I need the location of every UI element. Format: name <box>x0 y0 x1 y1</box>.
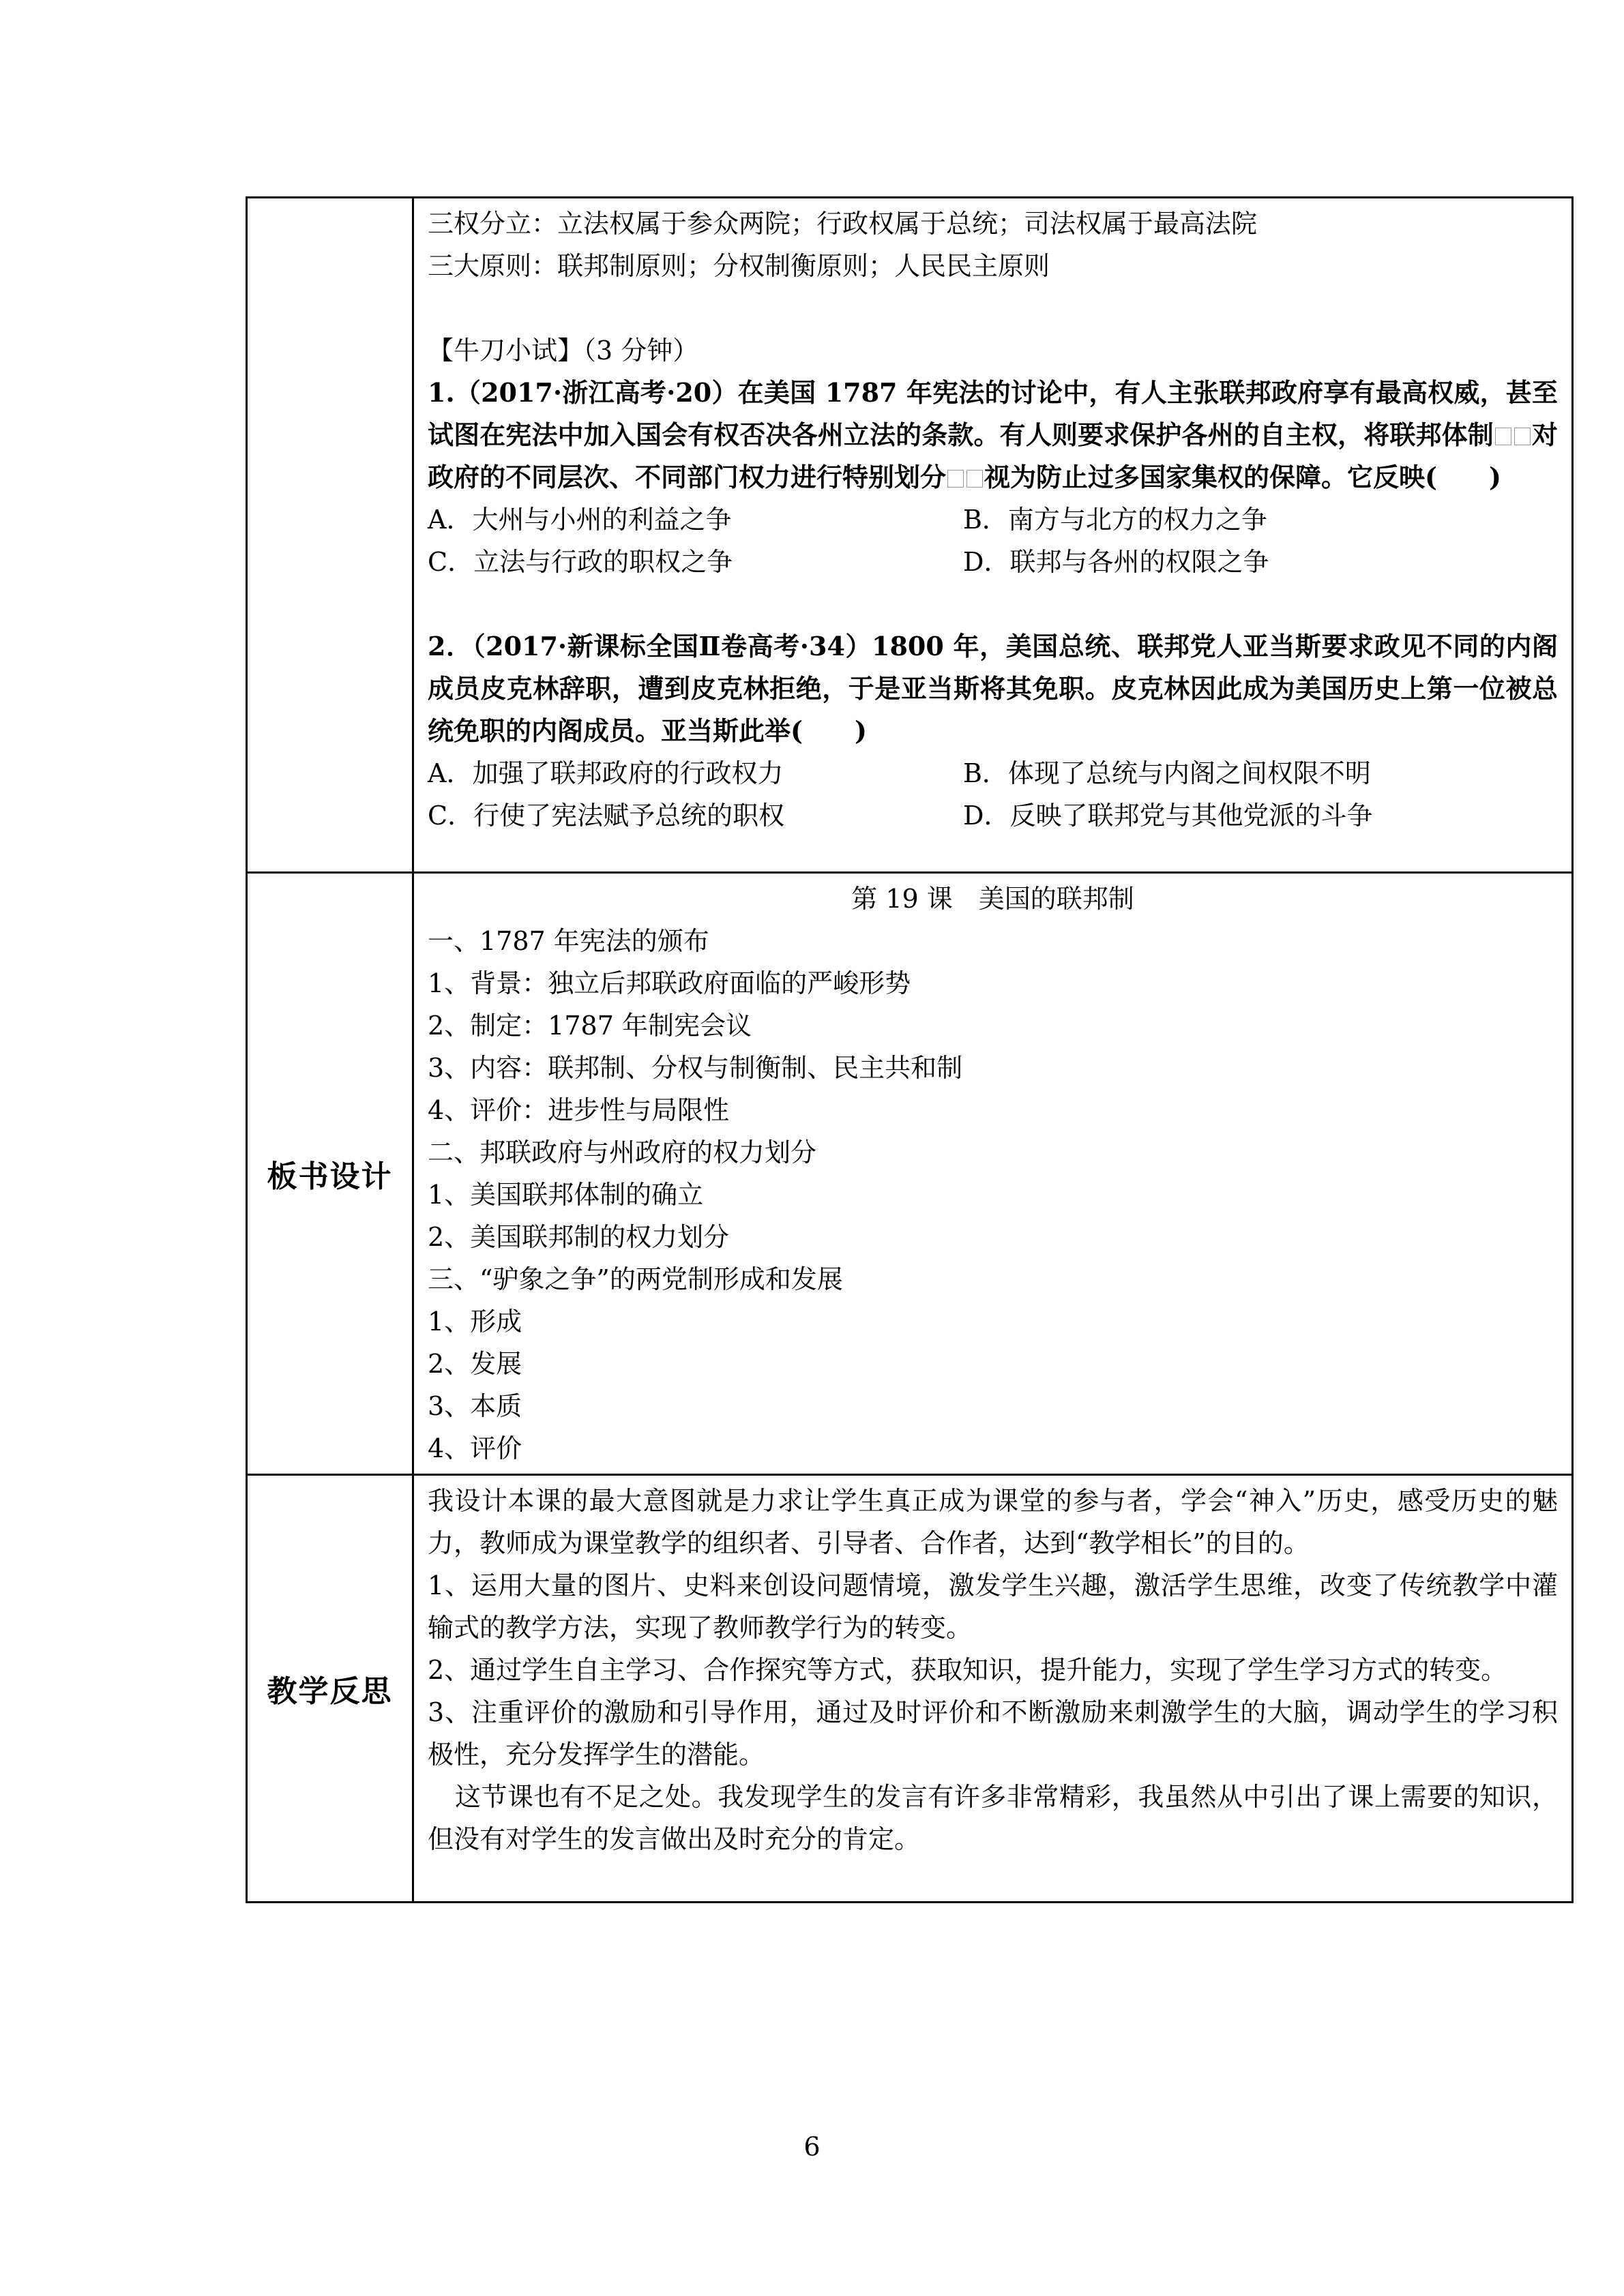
question-2-option-c: C．行使了宪法赋予总统的职权 <box>428 801 785 831</box>
row-label-blackboard-design: 板书设计 <box>247 873 413 1475</box>
reflection-content-cell <box>413 1475 1573 1903</box>
outline-item: 三、“驴象之争”的两党制形成和发展 <box>428 1264 843 1294</box>
outline-item: 二、邦联政府与州政府的权力划分 <box>428 1137 817 1167</box>
question-1-stem: 1.（2017·浙江高考·20）在美国 1787 年宪法的讨论中，有人主张联邦政府享有最高权威，甚至试图在宪法中加入国会有权否决各州立法的条款。有人则要求保护各州的自主权，将联邦体制 对政府的不同层次、不同部门权力进行特别划分 视为防止过多国家集权的保障。它反映( ) <box>428 377 1558 492</box>
lesson-plan-table <box>246 196 1574 1903</box>
reflection-paragraph-3: 2、通过学生自主学习、合作探究等方式，获取知识，提升能力，实现了学生学习方式的转变。 <box>428 1655 1507 1685</box>
spacer <box>428 287 1558 329</box>
placeholder-box-icon <box>1495 428 1511 445</box>
question-1-options-row-1 <box>428 498 1558 541</box>
outline-item: 2、美国联邦制的权力划分 <box>428 1222 730 1252</box>
outline-item: 3、内容：联邦制、分权与制衡制、民主共和制 <box>428 1053 963 1083</box>
row-label-teaching-reflection: 教学反思 <box>247 1475 413 1903</box>
question-1-options-row-2 <box>428 541 1558 583</box>
table-row-blackboard-design <box>247 873 1573 1475</box>
outline-item: 2、发展 <box>428 1349 522 1379</box>
page-number: 6 <box>803 2132 821 2162</box>
table-row-teaching-reflection <box>247 1475 1573 1903</box>
question-2-option-a: A．加强了联邦政府的行政权力 <box>428 758 784 788</box>
question-1-option-b: B．南方与北方的权力之争 <box>963 505 1267 535</box>
table-row-process <box>247 198 1573 873</box>
outline-item: 3、本质 <box>428 1391 522 1421</box>
three-principles-text: 三大原则：联邦制原则；分权制衡原则；人民民主原则 <box>428 251 1050 281</box>
row-label-empty <box>247 198 413 873</box>
placeholder-box-icon <box>947 470 964 488</box>
question-2-options-row-2 <box>428 794 1558 837</box>
reflection-paragraph-1: 我设计本课的最大意图就是力求让学生真正成为课堂的参与者，学会“神入”历史，感受历史的魅力，教师成为课堂教学的组织者、引导者、合作者，达到“教学相长”的目的。 <box>428 1486 1558 1558</box>
reflection-paragraph-5: 这节课也有不足之处。我发现学生的发言有许多非常精彩，我虽然从中引出了课上需要的知识，但没有对学生的发言做出及时充分的肯定。 <box>428 1782 1558 1854</box>
spacer <box>428 583 1558 625</box>
question-1-option-a: A．大州与小州的利益之争 <box>428 505 732 535</box>
outline-item: 1、背景：独立后邦联政府面临的严峻形势 <box>428 968 911 998</box>
separation-of-powers-text: 三权分立：立法权属于参众两院；行政权属于总统；司法权属于最高法院 <box>428 209 1258 239</box>
question-2-option-d: D．反映了联邦党与其他党派的斗争 <box>963 801 1373 831</box>
outline-item: 1、形成 <box>428 1307 522 1337</box>
process-content-cell <box>413 198 1573 873</box>
quiz-heading: 【牛刀小试】（3 分钟） <box>428 336 699 366</box>
outline-item: 4、评价 <box>428 1433 522 1463</box>
reflection-paragraph-4: 3、注重评价的激励和引导作用，通过及时评价和不断激励来刺激学生的大脑，调动学生的学习积极性，充分发挥学生的潜能。 <box>428 1697 1558 1770</box>
reflection-paragraph-2: 1、运用大量的图片、史料来创设问题情境，激发学生兴趣，激活学生思维，改变了传统教学中灌输式的教学方法，实现了教师教学行为的转变。 <box>428 1570 1558 1643</box>
placeholder-box-icon <box>966 470 983 488</box>
outline-item: 2、制定：1787 年制宪会议 <box>428 1011 752 1041</box>
outline-item: 1、美国联邦体制的确立 <box>428 1180 704 1210</box>
question-2-option-b: B．体现了总统与内阁之间权限不明 <box>963 758 1371 788</box>
question-2-options-row-1 <box>428 752 1558 794</box>
question-1-option-d: D．联邦与各州的权限之争 <box>963 547 1269 577</box>
lesson-title: 第 19 课 美国的联邦制 <box>851 884 1134 914</box>
question-2-stem: 2．（2017·新课标全国Ⅱ卷高考·34）1800 年，美国总统、联邦党人亚当斯要求政见不同的内阁成员皮克林辞职，遭到皮克林拒绝，于是亚当斯将其免职。皮克林因此成为美国历史上第一位被总统免职的内阁成员。亚当斯此举( ) <box>428 631 1558 746</box>
placeholder-box-icon <box>1514 428 1531 445</box>
blackboard-content-cell <box>413 873 1573 1475</box>
outline-item: 4、评价：进步性与局限性 <box>428 1095 730 1125</box>
question-1-option-c: C．立法与行政的职权之争 <box>428 547 733 577</box>
outline-item: 一、1787 年宪法的颁布 <box>428 926 709 956</box>
